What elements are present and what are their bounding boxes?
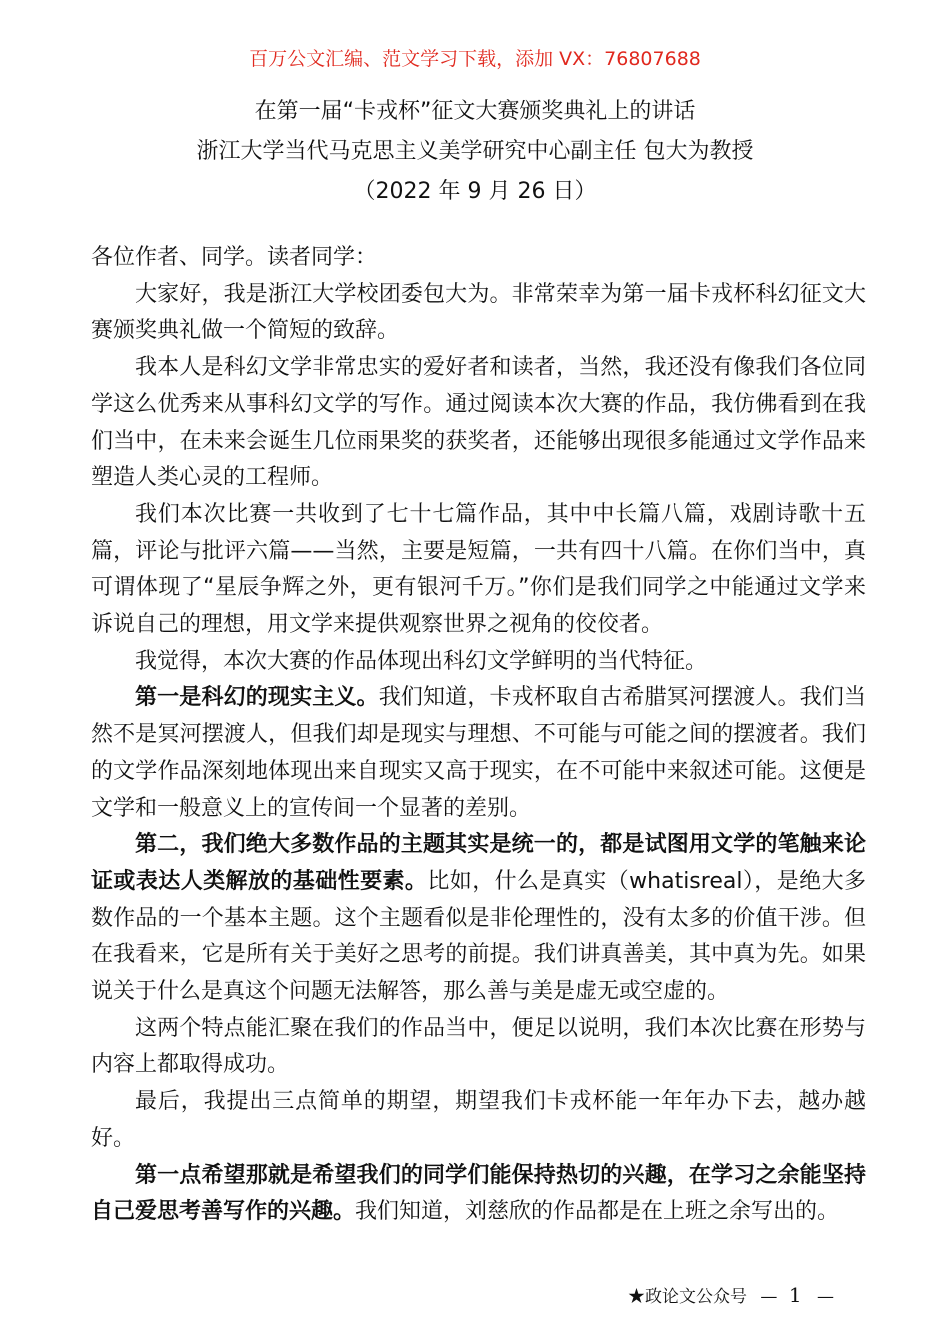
paragraph-4: 我觉得，本次大赛的作品体现出科幻文学鲜明的当代特征。 (135, 648, 708, 674)
paragraph-8: 最后，我提出三点简单的期望，期望我们卡戎杯能一年年办下去，越办越好。 (91, 1089, 866, 1151)
footer-source: ★政论文公众号 (628, 1287, 747, 1307)
paragraph-1: 大家好，我是浙江大学校团委包大为。非常荣幸为第一届卡戎杯科幻征文大赛颁奖典礼做一个简短的致辞。 (91, 281, 866, 344)
speech-title: 在第一届“卡戎杯”征文大赛颁奖典礼上的讲话 (254, 99, 696, 124)
footer-dash-left: — (760, 1287, 778, 1307)
salutation: 各位作者、同学。读者同学： (91, 245, 378, 270)
paragraph-6 (91, 827, 866, 1011)
speech-body (91, 240, 866, 1231)
footer-dash-right: — (816, 1287, 834, 1307)
paragraph-6-lead: 第二，我们绝大多数作品的主题其实是统一的，都是试图用文学的笔触来论证或表达人类解放的基础性要素。 (91, 832, 866, 894)
paragraph-5 (91, 680, 866, 827)
paragraph-7: 这两个特点能汇聚在我们的作品当中，便足以说明，我们本次比赛在形势与内容上都取得成功。 (91, 1015, 866, 1078)
paragraph-6-text: 比如，什么是真实（whatisreal），是绝大多数作品的一个基本主题。这个主题看似是非伦理性的，没有太多的价值干涉。但在我看来，它是所有关于美好之思考的前提。我们讲真善美，其中真为先。如果说关于什么是真这个问题无法解答，那么善与美是虚无或空虚的。 (91, 868, 866, 1005)
title-block (0, 92, 950, 212)
paragraph-9-text: 我们知道，刘慈欣的作品都是在上班之余写出的。 (355, 1199, 840, 1225)
speaker-line: 浙江大学当代马克思主义美学研究中心副主任 包大为教授 (196, 139, 754, 164)
page-number: 1 (788, 1283, 802, 1307)
paragraph-9-lead: 第一点希望那就是希望我们的同学们能保持热切的兴趣，在学习之余能坚持自己爱思考善写作的兴趣。 (91, 1162, 866, 1225)
paragraph-3: 我们本次比赛一共收到了七十七篇作品，其中中长篇八篇，戏剧诗歌十五篇，评论与批评六篇——当然，主要是短篇，一共有四十八篇。在你们当中，真可谓体现了“星辰争辉之外，更有银河千万。”你们是我们同学之中能通过文学来诉说自己的理想，用文学来提供观察世界之视角的佼佼者。 (91, 501, 866, 638)
page-footer (628, 1280, 888, 1312)
paragraph-5-lead: 第一是科幻的现实主义。 (135, 685, 379, 711)
paragraph-2: 我本人是科幻文学非常忠实的爱好者和读者，当然，我还没有像我们各位同学这么优秀来从事科幻文学的写作。通过阅读本次大赛的作品，我仿佛看到在我们当中，在未来会诞生几位雨果奖的获奖者，还能够出现很多能通过文学作品来塑造人类心灵的工程师。 (91, 355, 866, 491)
speech-date: （2022 年 9 月 26 日） (353, 179, 597, 204)
promo-banner: 百万公文汇编、范文学习下载，添加 VX：76807688 (249, 48, 701, 70)
paragraph-5-text: 我们知道，卡戎杯取自古希腊冥河摆渡人。我们当然不是冥河摆渡人，但我们却是现实与理想、不可能与可能之间的摆渡者。我们的文学作品深刻地体现出来自现实又高于现实，在不可能中来叙述可能。这便是文学和一般意义上的宣传间一个显著的差别。 (91, 685, 866, 821)
paragraph-9 (91, 1158, 866, 1231)
